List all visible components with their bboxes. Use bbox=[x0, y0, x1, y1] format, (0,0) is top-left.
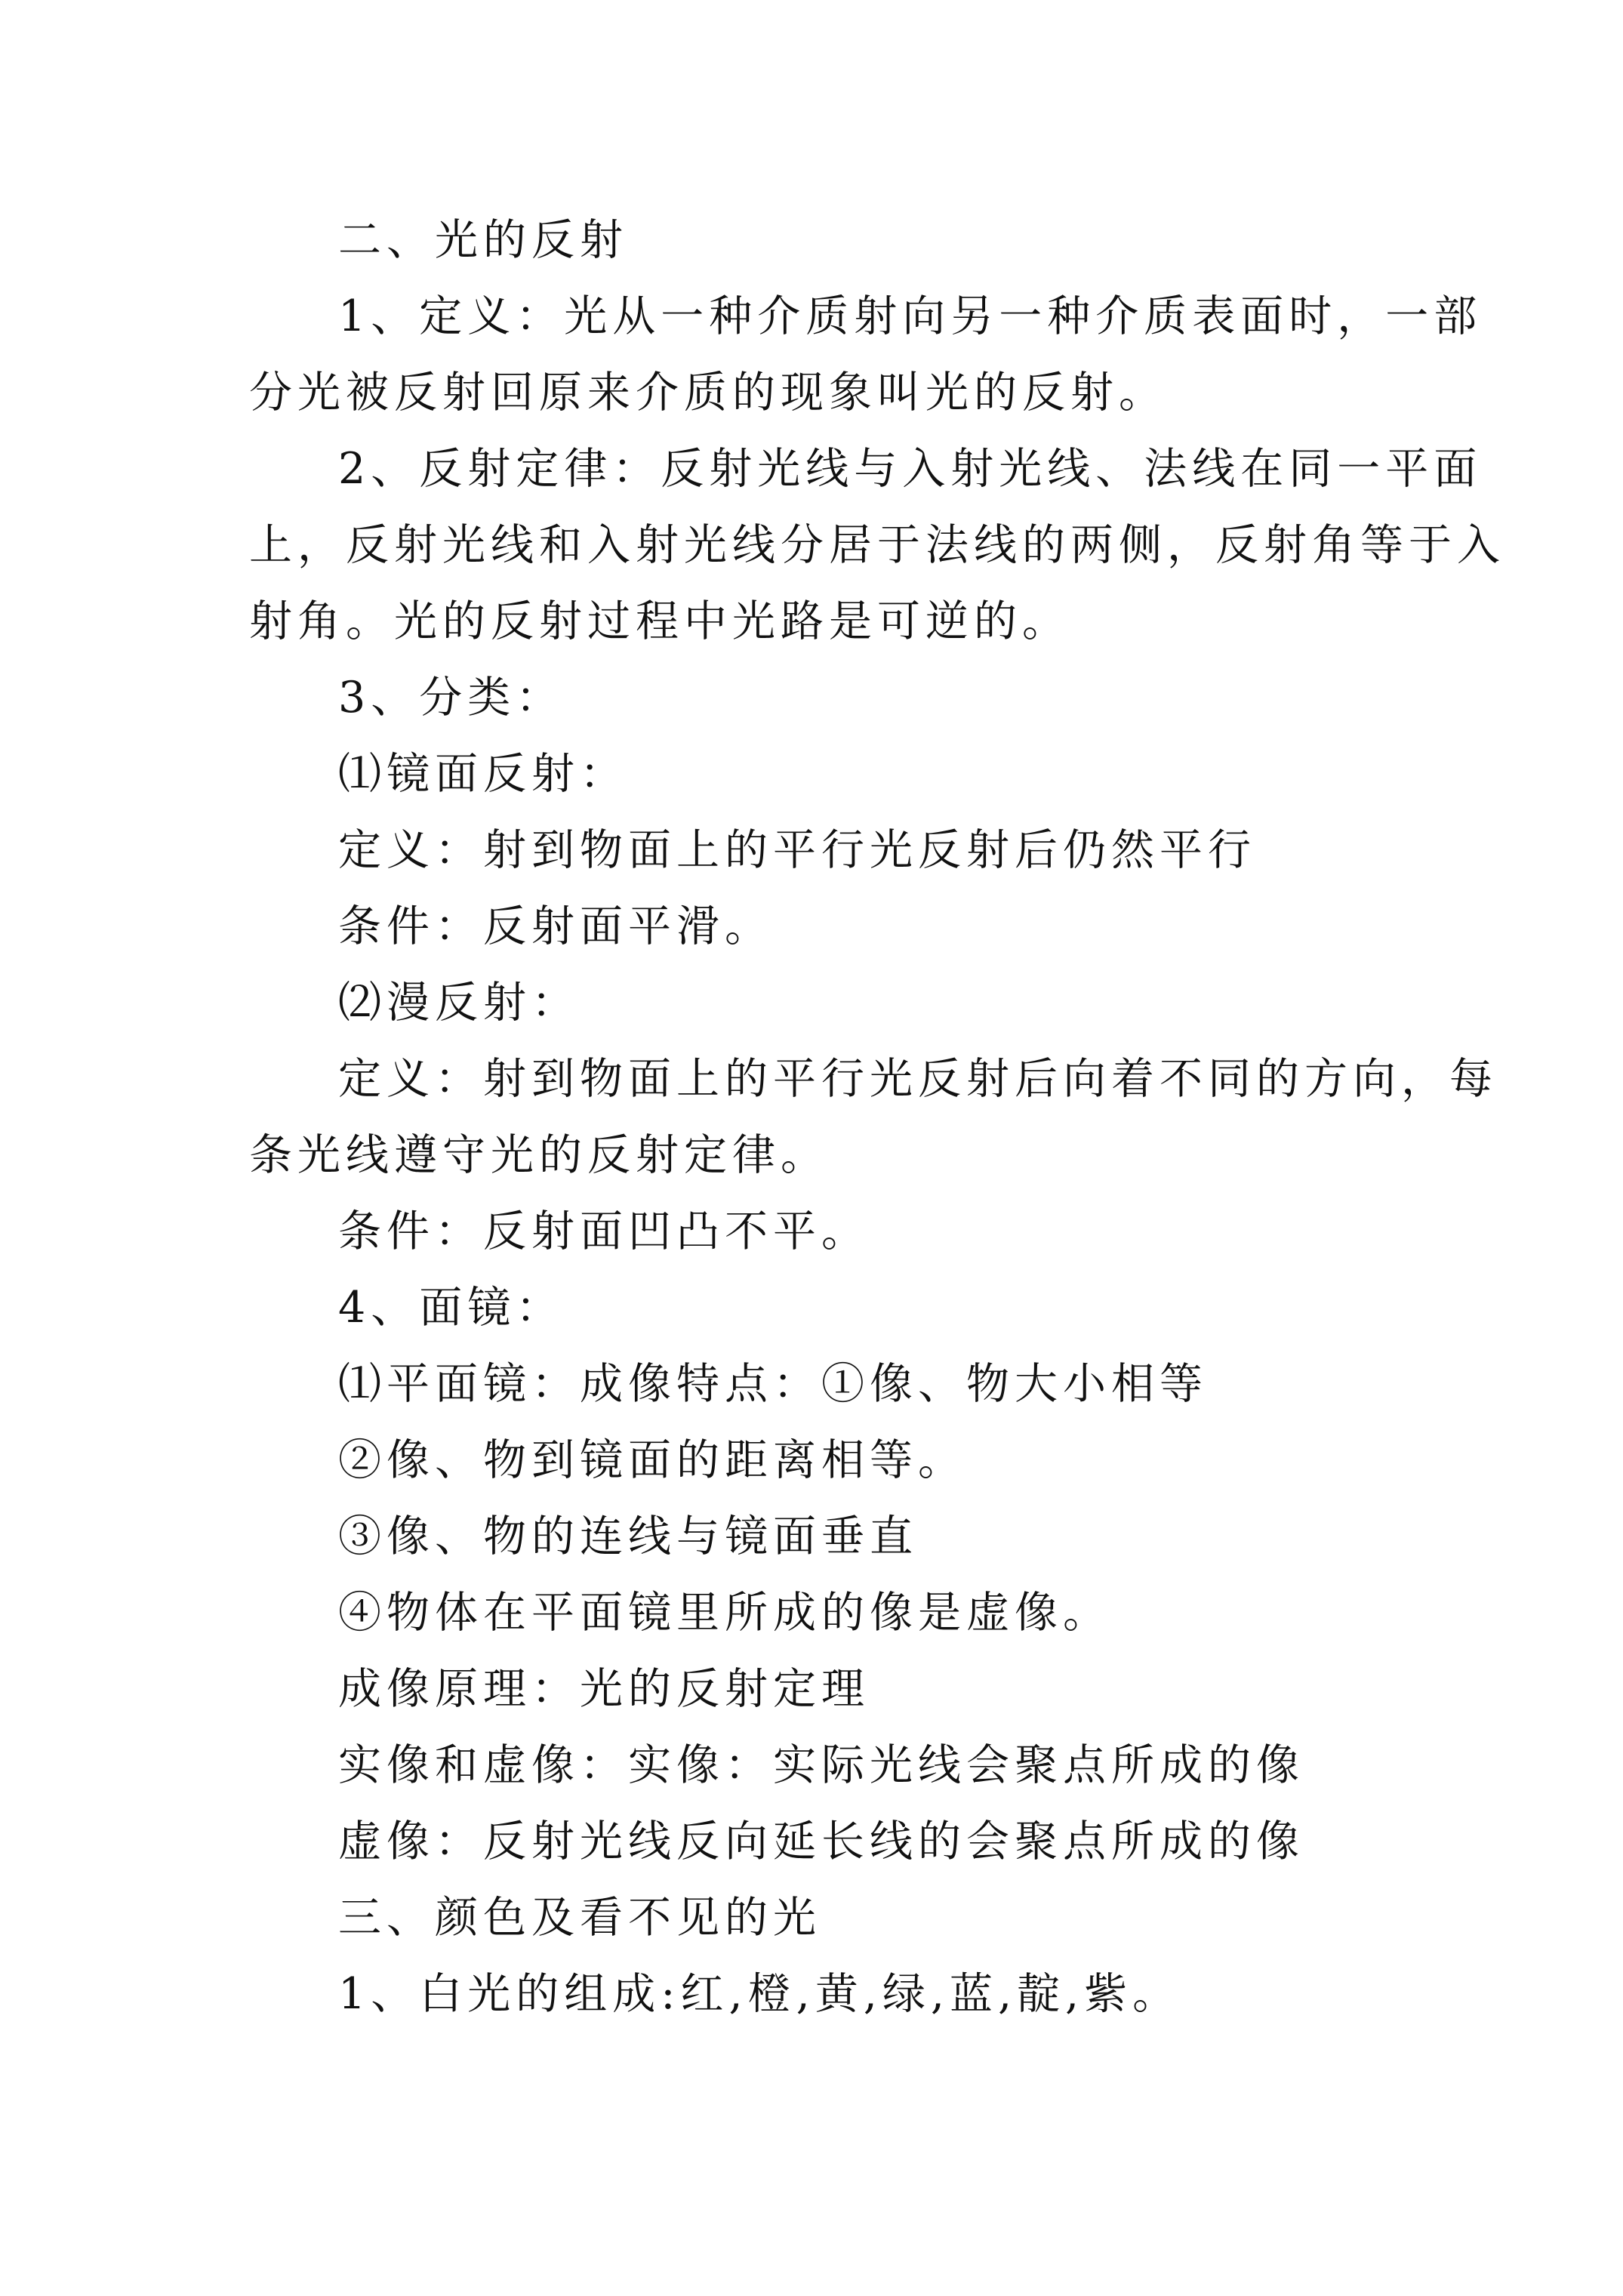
section-heading-reflection: 二、光的反射 bbox=[338, 215, 628, 265]
specular-heading: ⑴镜面反射： bbox=[338, 749, 628, 799]
law-line-3: 射角。光的反射过程中光路是可逆的。 bbox=[249, 596, 1070, 646]
definition-line-2: 分光被反射回原来介质的现象叫光的反射。 bbox=[249, 368, 1167, 418]
plane-mirror-feature-4: ④物体在平面镜里所成的像是虚像。 bbox=[338, 1588, 1111, 1638]
white-light-composition: 1、白光的组成:红,橙,黄,绿,蓝,靛,紫。 bbox=[338, 1969, 1181, 2019]
plane-mirror-feature-1: ⑴平面镜：成像特点：①像、物大小相等 bbox=[338, 1359, 1208, 1409]
definition-line-1: 1、定义：光从一种介质射向另一种介质表面时，一部 bbox=[338, 291, 1483, 341]
plane-mirror-feature-2: ②像、物到镜面的距离相等。 bbox=[338, 1435, 966, 1485]
plane-mirror-feature-3: ③像、物的连线与镜面垂直 bbox=[338, 1512, 918, 1561]
diffuse-condition: 条件：反射面凹凸不平。 bbox=[338, 1207, 870, 1256]
classification-heading: 3、分类： bbox=[338, 673, 565, 723]
document-body bbox=[249, 202, 1505, 2032]
imaging-principle: 成像原理：光的反射定理 bbox=[338, 1664, 870, 1714]
specular-definition: 定义：射到物面上的平行光反射后仍然平行 bbox=[338, 825, 1256, 875]
law-line-2: 上，反射光线和入射光线分居于法线的两侧，反射角等于入 bbox=[249, 520, 1505, 570]
diffuse-definition-line-1: 定义：射到物面上的平行光反射后向着不同的方向，每 bbox=[338, 1054, 1498, 1104]
law-line-1: 2、反射定律：反射光线与入射光线、法线在同一平面 bbox=[338, 444, 1483, 494]
diffuse-heading: ⑵漫反射： bbox=[338, 978, 580, 1028]
specular-condition: 条件：反射面平滑。 bbox=[338, 901, 773, 951]
diffuse-definition-line-2: 条光线遵守光的反射定律。 bbox=[249, 1130, 829, 1180]
mirror-heading: 4、面镜： bbox=[338, 1283, 565, 1333]
real-image-definition: 实像和虚像：实像：实际光线会聚点所成的像 bbox=[338, 1740, 1304, 1790]
virtual-image-definition: 虚像：反射光线反向延长线的会聚点所成的像 bbox=[338, 1817, 1304, 1866]
section-heading-color: 三、颜色及看不见的光 bbox=[338, 1893, 821, 1943]
